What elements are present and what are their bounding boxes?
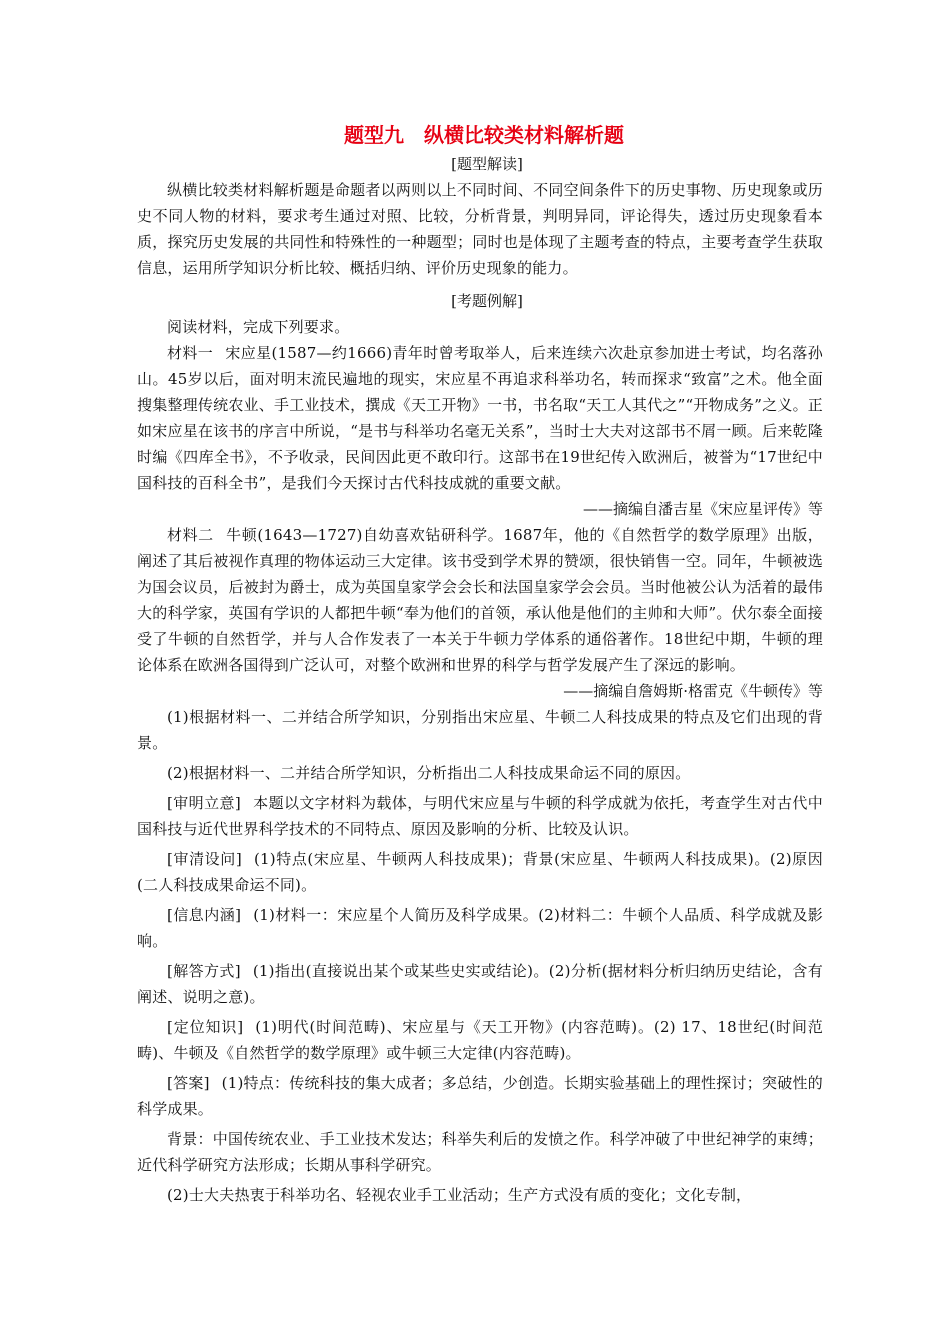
section-heading-example: [考题例解]	[451, 292, 523, 310]
analysis-knowledge-text: (1)明代(时间范畴)、宋应星与《天工开物》(内容范畴)。(2) 17、18世纪(时间范畴)、牛顿及《自然哲学的数学原理》或牛顿三大定律(内容范畴)。	[137, 1018, 823, 1062]
analysis-questions-text: (1)特点(宋应星、牛顿两人科技成果)；背景(宋应星、牛顿两人科技成果)。(2)原因(二人科技成果命运不同)。	[137, 850, 823, 894]
page-title: 题型九 纵横比较类材料解析题	[344, 123, 624, 147]
analysis-method-text: (1)指出(直接说出某个或某些史实或结论)。(2)分析(据材料分析归纳历史结论，含有阐述、说明之意)。	[137, 962, 823, 1006]
analysis-knowledge-tag: [定位知识]	[167, 1018, 244, 1036]
material-one	[137, 340, 823, 496]
answer-background: 背景：中国传统农业、手工业技术发达；科举失利后的发愤之作。科学冲破了中世纪神学的束缚；近代科学研究方法形成；长期从事科学研究。	[137, 1130, 823, 1174]
question-one: (1)根据材料一、二并结合所学知识，分别指出宋应星、牛顿二人科技成果的特点及它们出现的背景。	[137, 708, 823, 752]
answer-tag: [答案]	[167, 1074, 210, 1092]
analysis-information-text: (1)材料一：宋应星个人简历及科学成果。(2)材料二：牛顿个人品质、科学成就及影响。	[137, 906, 824, 950]
answer-one-text: (1)特点：传统科技的集大成者；多总结，少创造。长期实验基础上的理性探讨；突破性的科学成果。	[137, 1074, 823, 1118]
question-two: (2)根据材料一、二并结合所学知识，分析指出二人科技成果命运不同的原因。	[167, 764, 691, 782]
analysis-purpose-tag: [审明立意]	[167, 794, 241, 812]
analysis-questions	[137, 846, 823, 898]
answer-one	[137, 1070, 823, 1122]
material-two	[137, 522, 823, 678]
section-heading-reading: [题型解读]	[451, 155, 523, 173]
analysis-method	[137, 958, 823, 1010]
analysis-information-tag: [信息内涵]	[167, 906, 242, 924]
analysis-knowledge	[137, 1014, 823, 1066]
material-one-label: 材料一	[167, 344, 214, 362]
analysis-method-tag: [解答方式]	[167, 962, 241, 980]
instruction-text: 阅读材料，完成下列要求。	[167, 318, 350, 336]
material-two-source: ——摘编自詹姆斯·格雷克《牛顿传》等	[563, 682, 823, 700]
analysis-purpose-text: 本题以文字材料为载体，与明代宋应星与牛顿的科学成就为依托，考查学生对古代中国科技与近代世界科学技术的不同特点、原因及影响的分析、比较及认识。	[137, 794, 824, 838]
material-one-text: 宋应星(1587—约1666)青年时曾考取举人，后来连续六次赴京参加进士考试，均名落孙山。45岁以后，面对明末流民遍地的现实，宋应星不再追求科举功名，转而探求“致富”之术。他全面搜集整理传统农业、手工业技术，撰成《天工开物》一书，书名取“天工人其代之”“开物成务”之义。正如宋应星在该书的序言中所说，“是书与科举功名毫无关系”，当时士大夫对这部书不屑一顾。后来乾隆时编《四库全书》，不予收录，民间因此更不敢印行。这部书在19世纪传入欧洲后，被誉为“17世纪中国科技的百科全书”，是我们今天探讨古代科技成就的重要文献。	[137, 344, 823, 492]
answer-two: (2)士大夫热衷于科举功名、轻视农业手工业活动；生产方式没有质的变化；文化专制，	[167, 1186, 752, 1204]
document-page	[137, 118, 823, 1208]
analysis-information	[137, 902, 823, 954]
material-two-label: 材料二	[167, 526, 214, 544]
material-one-source: ——摘编自潘吉星《宋应星评传》等	[582, 500, 823, 518]
analysis-questions-tag: [审清设问]	[167, 850, 242, 868]
analysis-purpose	[137, 790, 823, 842]
reading-paragraph: 纵横比较类材料解析题是命题者以两则以上不同时间、不同空间条件下的历史事物、历史现象或历史不同人物的材料，要求考生通过对照、比较，分析背景，判明异同，评论得失，透过历史现象看本质，探究历史发展的共同性和特殊性的一种题型；同时也是体现了主题考查的特点，主要考查学生获取信息，运用所学知识分析比较、概括归纳、评价历史现象的能力。	[137, 181, 823, 277]
material-two-text: 牛顿(1643—1727)自幼喜欢钻研科学。1687年，他的《自然哲学的数学原理》出版，阐述了其后被视作真理的物体运动三大定律。该书受到学术界的赞颂，很快销售一空。同年，牛顿被选为国会议员，后被封为爵士，成为英国皇家学会会长和法国皇家学会会员。当时他被公认为活着的最伟大的科学家，英国有学识的人都把牛顿“奉为他们的首领，承认他是他们的主帅和大师”。伏尔泰全面接受了牛顿的自然哲学，并与人合作发表了一本关于牛顿力学体系的通俗著作。18世纪中期，牛顿的理论体系在欧洲各国得到广泛认可，对整个欧洲和世界的科学与哲学发展产生了深远的影响。	[137, 526, 823, 674]
